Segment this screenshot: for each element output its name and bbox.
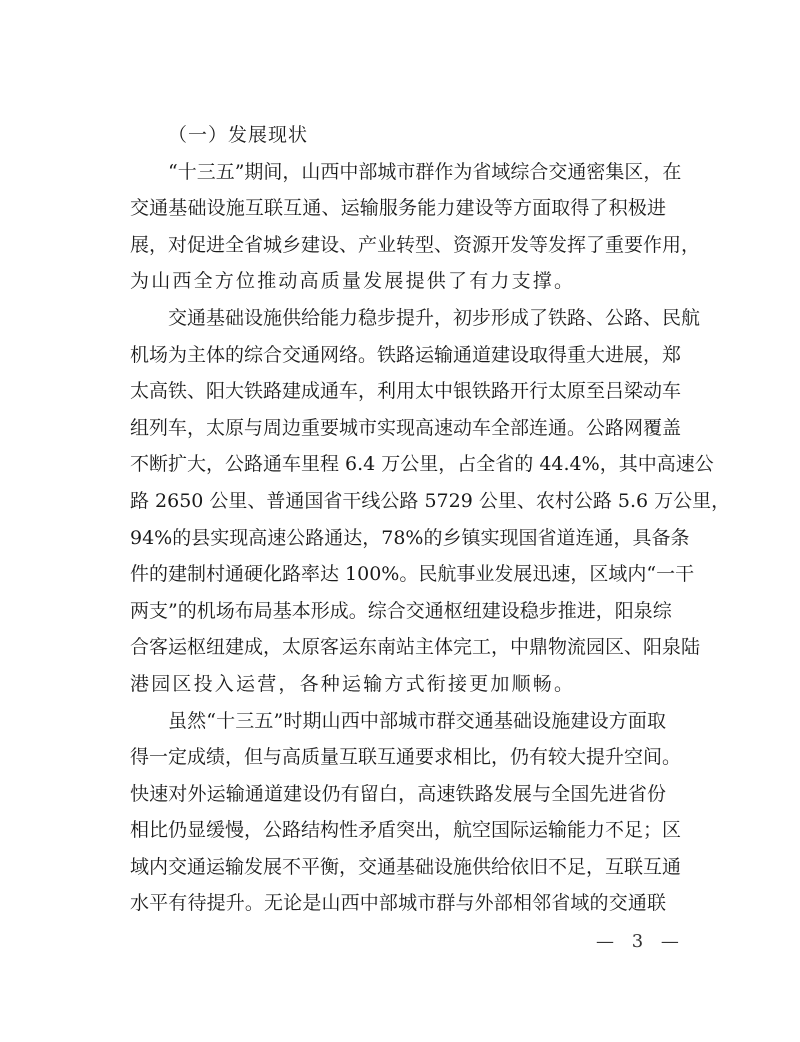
paragraph-line: “十三五”期间，山西中部城市群作为省域综合交通密集区，在 xyxy=(168,160,682,183)
paragraph-line: 机场为主体的综合交通网络。铁路运输通道建设取得重大进展，郑 xyxy=(130,343,682,366)
paragraph-line: 合客运枢纽建成，太原客运东南站主体完工，中鼎物流园区、阳泉陆 xyxy=(130,636,701,659)
paragraph-line: 不断扩大，公路通车里程 6.4 万公里，占全省的 44.4%，其中高速公 xyxy=(130,453,714,476)
paragraph-line: 交通基础设施供给能力稳步提升，初步形成了铁路、公路、民航 xyxy=(168,306,701,329)
document-page xyxy=(130,117,731,922)
page-number xyxy=(596,928,685,956)
paragraph-infrastructure xyxy=(130,300,731,703)
paragraph-line: 得一定成绩，但与高质量互联互通要求相比，仍有较大提升空间。 xyxy=(130,746,682,769)
page-number-value: 3 xyxy=(631,931,650,952)
paragraph-line: 域内交通运输发展不平衡，交通基础设施供给依旧不足，互联互通 xyxy=(130,855,682,878)
paragraph-line: 为山西全方位推动高质量发展提供了有力支撑。 xyxy=(130,270,576,293)
page-number-dash-right: — xyxy=(660,931,685,952)
paragraph-line: 展，对促进全省城乡建设、产业转型、资源开发等发挥了重要作用， xyxy=(130,233,701,256)
paragraph-line: 组列车，太原与周边重要城市实现高速动车全部连通。公路网覆盖 xyxy=(130,416,682,439)
paragraph-line: 94%的县实现高速公路通达，78%的乡镇实现国省道连通，具备条 xyxy=(130,526,690,549)
paragraph-line: 两支”的机场布局基本形成。综合交通枢纽建设稳步推进，阳泉综 xyxy=(130,599,672,622)
paragraph-line: 交通基础设施互联互通、运输服务能力建设等方面取得了积极进 xyxy=(130,197,666,220)
paragraph-line: 相比仍显缓慢，公路结构性矛盾突出，航空国际运输能力不足；区 xyxy=(130,819,682,842)
paragraph-line: 路 2650 公里、普通国省干线公路 5729 公里、农村公路 5.6 万公里， xyxy=(130,489,731,512)
page-number-dash-left: — xyxy=(596,931,620,952)
paragraph-line: 太高铁、阳大铁路建成通车，利用太中银铁路开行太原至吕梁动车 xyxy=(130,380,682,403)
section-heading: （一）发展现状 xyxy=(168,124,309,146)
paragraph-line: 快速对外运输通道建设仍有留白，高速铁路发展与全国先进省份 xyxy=(130,782,666,805)
paragraph-line: 件的建制村通硬化路率达 100%。民航事业发展迅速，区域内“一干 xyxy=(130,563,695,586)
paragraph-line: 港园区投入运营，各种运输方式衔接更加顺畅。 xyxy=(130,672,576,695)
paragraph-shortcomings xyxy=(130,703,682,923)
paragraph-line: 虽然“十三五”时期山西中部城市群交通基础设施建设方面取 xyxy=(168,709,666,732)
paragraph-overview xyxy=(130,154,701,300)
paragraph-line: 水平有待提升。无论是山西中部城市群与外部相邻省域的交通联 xyxy=(130,892,666,915)
